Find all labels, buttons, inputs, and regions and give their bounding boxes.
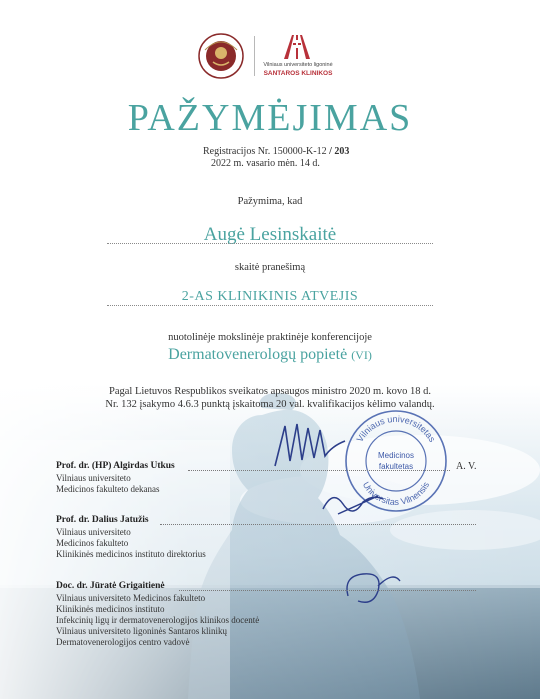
recipient-name: Augė Lesinskaitė bbox=[203, 224, 337, 245]
signatory-2-name: Prof. dr. Dalius Jatužis bbox=[56, 515, 149, 525]
registration-number: / 203 bbox=[329, 146, 350, 157]
certificate-title: PAŽYMĖJIMAS bbox=[127, 97, 413, 139]
conference-intro: nuotolinėje mokslinėje praktinėje konferencijoje bbox=[168, 332, 372, 343]
action-text: skaitė pranešimą bbox=[234, 262, 306, 273]
signatory-1-suffix: A. V. bbox=[456, 461, 477, 472]
stamp-top-text: Vilniaus universitetas bbox=[354, 413, 438, 444]
svg-text:Vilniaus universitetas bbox=[355, 414, 438, 444]
stamp-inner-1: Medicinos bbox=[377, 451, 415, 460]
signatory-2-line-2: Medicinos fakulteto bbox=[56, 538, 129, 548]
hospital-name-line2: SANTAROS KLINIKOS bbox=[263, 70, 333, 77]
hospital-name-line1: Vilniaus universiteto ligoninė bbox=[263, 62, 333, 68]
registration-prefix: Registracijos Nr. 150000-K-12 bbox=[203, 146, 327, 157]
signatory-2-line bbox=[160, 524, 476, 525]
conference-suffix: (VI) bbox=[351, 348, 372, 362]
santaros-logo-icon bbox=[282, 33, 312, 61]
signatory-1-name: Prof. dr. (HP) Algirdas Utkus bbox=[56, 461, 175, 471]
signatory-3-line-3: Infekcinių ligų ir dermatovenerologijos klinikos docentė bbox=[56, 615, 260, 625]
logo-divider bbox=[254, 36, 255, 76]
presentation-underline bbox=[107, 305, 433, 306]
presentation-title: 2-AS KLINIKINIS ATVEJIS bbox=[181, 289, 359, 304]
signatory-3-name: Doc. dr. Jūratė Grigaitienė bbox=[56, 581, 165, 591]
recipient-underline bbox=[107, 243, 433, 244]
vu-seal-icon bbox=[197, 32, 245, 80]
legal-line-1: Pagal Lietuvos Respublikos sveikatos apsaugos ministro 2020 m. kovo 18 d. bbox=[109, 386, 431, 397]
signature-1 bbox=[270, 416, 350, 476]
signature-2 bbox=[318, 484, 388, 524]
signature-3 bbox=[338, 566, 408, 616]
registration-line bbox=[203, 146, 349, 157]
signatory-3-line-1: Vilniaus universiteto Medicinos fakulteto bbox=[56, 593, 206, 603]
signatory-3-line-5: Dermatovenerologijos centro vadovė bbox=[56, 637, 190, 647]
signatory-1-line-1: Vilniaus universiteto bbox=[56, 473, 131, 483]
signatory-3-line-2: Klinikinės medicinos instituto bbox=[56, 604, 165, 614]
signatory-2-line-1: Vilniaus universiteto bbox=[56, 527, 131, 537]
conference-line bbox=[0, 346, 540, 364]
signatory-3-line-4: Vilniaus universiteto ligoninės Santaros klinikų bbox=[56, 626, 227, 636]
stamp-inner-2: fakultetas bbox=[378, 462, 414, 471]
signatory-3-line bbox=[179, 590, 476, 591]
signatory-1-line bbox=[188, 470, 450, 471]
registration-date: 2022 m. vasario mėn. 14 d. bbox=[211, 158, 320, 169]
legal-line-2: Nr. 132 įsakymo 4.6.3 punktą įskaitoma 20 val. kvalifikacijos kėlimo valandų. bbox=[105, 399, 435, 410]
conference-name: Dermatovenerologų popietė bbox=[168, 346, 348, 363]
signatory-1-line-2: Medicinos fakulteto dekanas bbox=[56, 484, 160, 494]
signatory-2-line-3: Klinikinės medicinos instituto direktorius bbox=[56, 549, 206, 559]
stamp-bottom-text: Universitas Vilnensis bbox=[360, 479, 432, 508]
certifies-text: Pažymima, kad bbox=[237, 196, 303, 207]
